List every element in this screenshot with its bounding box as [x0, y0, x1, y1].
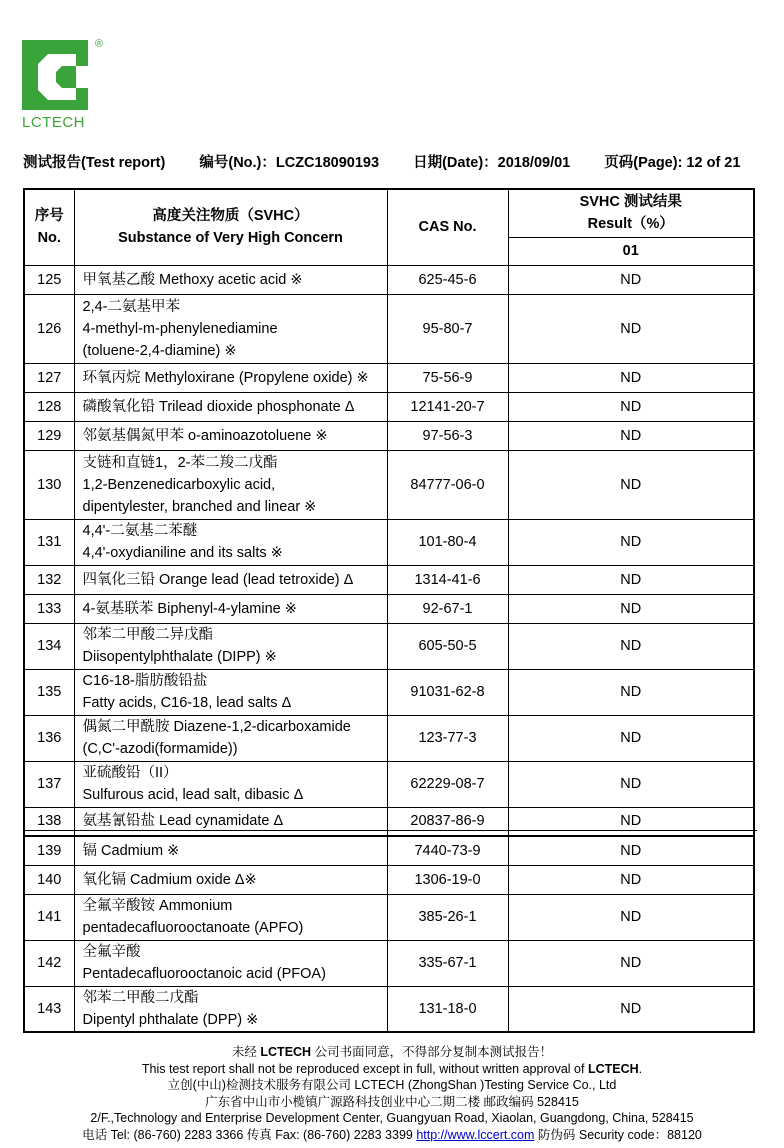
col-substance-en: Substance of Very High Concern [118, 230, 343, 247]
row-number: 133 [24, 594, 74, 623]
test-result: ND [508, 421, 754, 450]
col-no-en: No. [37, 230, 61, 247]
substance-name-line: 偶氮二甲酰胺 Diazene-1,2-dicarboxamide [82, 719, 351, 735]
table-row [24, 807, 754, 836]
footer-security-code: 防伪码 Security code：88120 [534, 1127, 702, 1142]
footer-text: 公司书面同意，不得部分复制本测试报告！ [311, 1045, 553, 1059]
row-number: 139 [24, 836, 74, 865]
row-number: 136 [24, 715, 74, 761]
substance-name-line: 氨基氰铅盐 Lead cynamidate Δ [82, 813, 284, 830]
footer-copyright-en [0, 1061, 784, 1078]
cas-number: 84777-06-0 [387, 450, 508, 519]
footer-address-cn: 广东省中山市小榄镇广源路科技创业中心二期二楼 邮政编码 528415 [205, 1094, 579, 1109]
substance-name [74, 986, 387, 1032]
substance-name [74, 836, 387, 865]
test-result: ND [508, 392, 754, 421]
substance-name-line: 甲氧基乙酸 Methoxy acetic acid ※ [82, 271, 303, 288]
substance-name-line: Pentadecafluorooctanoic acid (PFOA) [82, 966, 326, 982]
row-number: 135 [24, 669, 74, 715]
footer-text: This test report shall not be reproduced except in full, without written approval of [141, 1061, 588, 1076]
substance-name-line: 支链和直链1，2-苯二羧二戊酯 [82, 454, 278, 471]
report-date: 日期(Date)：2018/09/01 [413, 155, 571, 171]
table-row [24, 594, 754, 623]
substance-name [74, 715, 387, 761]
lctech-logo [20, 36, 120, 136]
table-row [24, 715, 754, 761]
test-result: ND [508, 294, 754, 363]
substance-name [74, 865, 387, 894]
cas-number: 335-67-1 [387, 940, 508, 986]
substance-name-line: 环氧丙烷 Methyloxirane (Propylene oxide) ※ [82, 369, 369, 386]
cas-number: 131-18-0 [387, 986, 508, 1032]
row-number: 129 [24, 421, 74, 450]
cas-number: 101-80-4 [387, 519, 508, 565]
footer-brand: LCTECH [587, 1061, 639, 1076]
cas-number: 123-77-3 [387, 715, 508, 761]
cas-number: 12141-20-7 [387, 392, 508, 421]
test-result: ND [508, 363, 754, 392]
row-number: 130 [24, 450, 74, 519]
row-number: 138 [24, 807, 74, 836]
table-row [24, 623, 754, 669]
cas-number: 62229-08-7 [387, 761, 508, 807]
footer-company: 立创(中山)检测技术服务有限公司 LCTECH (ZhongShan )Testing Service Co., Ltd [167, 1078, 617, 1093]
substance-name [74, 623, 387, 669]
test-result: ND [508, 836, 754, 865]
substance-name-line: Fatty acids, C16-18, lead salts Δ [82, 695, 292, 711]
table-row [24, 265, 754, 294]
substance-name-line: 4,4'-二氨基二苯醚 [82, 523, 198, 539]
row-number: 140 [24, 865, 74, 894]
test-result: ND [508, 761, 754, 807]
test-result: ND [508, 715, 754, 761]
col-result-header [508, 189, 754, 237]
footer-text: 未经 [231, 1045, 261, 1059]
substance-name-line: 1,2-Benzenedicarboxylic acid, [82, 476, 276, 493]
substance-name [74, 450, 387, 519]
table-row [24, 294, 754, 363]
substance-name [74, 392, 387, 421]
test-result: ND [508, 669, 754, 715]
table-row [24, 363, 754, 392]
col-no-cn: 序号 [34, 208, 64, 225]
substance-name-line: pentadecafluorooctanoate (APFO) [82, 920, 304, 936]
cas-number: 385-26-1 [387, 894, 508, 940]
substance-name-line: 邻苯二甲酸二戊酯 [82, 989, 199, 1006]
table-header-row [24, 189, 754, 237]
table-row [24, 565, 754, 594]
footer-text: . [638, 1061, 643, 1076]
row-number: 132 [24, 565, 74, 594]
test-result: ND [508, 940, 754, 986]
footer-copyright-cn [0, 1044, 784, 1061]
substance-name-line: 4-氨基联苯 Biphenyl-4-ylamine ※ [82, 600, 297, 617]
substance-name-line: 镉 Cadmium ※ [82, 842, 180, 859]
test-result: ND [508, 807, 754, 836]
row-number: 126 [24, 294, 74, 363]
row-number: 143 [24, 986, 74, 1032]
footer-phone-fax: 电话 Tel: (86-760) 2283 3366 传真 Fax: (86-760) 2283 3399 [82, 1127, 417, 1142]
col-substance-cn: 高度关注物质（SVHC） [152, 208, 309, 225]
substance-name [74, 669, 387, 715]
cas-number: 95-80-7 [387, 294, 508, 363]
col-result-en: Result（%） [587, 216, 674, 233]
table-row [24, 421, 754, 450]
footer-brand: LCTECH [260, 1045, 312, 1059]
report-number: 编号(No.)：LCZC18090193 [199, 155, 380, 171]
substance-name-line: 邻苯二甲酸二异戊酯 [82, 627, 213, 643]
row-number: 125 [24, 265, 74, 294]
substance-name-line: 亚硫酸铅（II） [82, 765, 178, 781]
page-footer [0, 1044, 784, 1144]
section-divider [23, 830, 757, 831]
table-body [24, 265, 754, 836]
table-row [24, 669, 754, 715]
row-number: 141 [24, 894, 74, 940]
report-title: 测试报告(Test report) [23, 155, 166, 171]
test-result: ND [508, 894, 754, 940]
row-number: 131 [24, 519, 74, 565]
lctech-logo-icon [20, 36, 90, 112]
cas-number: 92-67-1 [387, 594, 508, 623]
substance-name-line: 全氟辛酸铵 Ammonium [82, 898, 233, 914]
substance-name-line: Sulfurous acid, lead salt, dibasic Δ [82, 787, 304, 803]
page-number: 页码(Page): 12 of 21 [604, 155, 741, 171]
test-result: ND [508, 623, 754, 669]
row-number: 127 [24, 363, 74, 392]
cas-number: 1314-41-6 [387, 565, 508, 594]
substance-name-line: 4,4'-oxydianiline and its salts ※ [82, 545, 283, 561]
substance-name [74, 265, 387, 294]
substance-name-line: (toluene-2,4-diamine) ※ [82, 342, 237, 359]
substance-name-line: 氧化镉 Cadmium oxide Δ※ [82, 871, 257, 888]
cas-number: 97-56-3 [387, 421, 508, 450]
substance-name [74, 761, 387, 807]
test-result: ND [508, 594, 754, 623]
cas-number: 1306-19-0 [387, 865, 508, 894]
substance-name-line: 邻氨基偶氮甲苯 o-aminoazotoluene ※ [82, 427, 328, 444]
substance-name-line: C16-18-脂肪酸铅盐 [82, 673, 208, 689]
substance-name [74, 807, 387, 836]
table-row [24, 836, 754, 865]
substance-name-line: Diisopentylphthalate (DIPP) ※ [82, 649, 277, 665]
registered-mark: ® [95, 38, 104, 50]
substance-name [74, 421, 387, 450]
row-number: 137 [24, 761, 74, 807]
substance-name [74, 519, 387, 565]
table-row [24, 865, 754, 894]
test-result: ND [508, 450, 754, 519]
table-row [24, 761, 754, 807]
substance-name-line: (C,C'-azodi(formamide)) [82, 741, 238, 757]
substance-name-line: dipentylester, branched and linear ※ [82, 498, 317, 515]
test-result: ND [508, 265, 754, 294]
test-result: ND [508, 986, 754, 1032]
substance-name [74, 294, 387, 363]
substance-name-line: 4-methyl-m-phenylenediamine [82, 320, 278, 337]
table-row [24, 894, 754, 940]
table-row [24, 519, 754, 565]
substance-name [74, 363, 387, 392]
substance-name [74, 894, 387, 940]
cas-number: 20837-86-9 [387, 807, 508, 836]
cas-number: 91031-62-8 [387, 669, 508, 715]
substance-name-line: 2,4-二氨基甲苯 [82, 298, 180, 315]
row-number: 142 [24, 940, 74, 986]
test-result: ND [508, 519, 754, 565]
cas-number: 75-56-9 [387, 363, 508, 392]
table-row [24, 940, 754, 986]
table-body-continued [24, 836, 754, 1032]
row-number: 134 [24, 623, 74, 669]
col-result-cn: SVHC 测试结果 [579, 194, 682, 211]
substance-name-line: 全氟辛酸 [82, 944, 141, 960]
cas-number: 605-50-5 [387, 623, 508, 669]
row-number: 128 [24, 392, 74, 421]
report-header [23, 151, 753, 172]
substance-name-line: 磷酸氧化铅 Trilead dioxide phosphonate Δ [82, 398, 355, 415]
table-row [24, 450, 754, 519]
substance-name [74, 594, 387, 623]
col-cas-header: CAS No. [387, 189, 508, 265]
table-row [24, 392, 754, 421]
col-no-header [24, 189, 74, 265]
cas-number: 7440-73-9 [387, 836, 508, 865]
footer-contact [0, 1127, 784, 1144]
substance-name [74, 940, 387, 986]
substance-name-line: 四氧化三铅 Orange lead (lead tetroxide) Δ [82, 571, 354, 588]
substance-name [74, 565, 387, 594]
table-row [24, 986, 754, 1032]
svhc-table-continued [23, 835, 755, 1033]
logo-text: LCTECH [22, 114, 86, 131]
test-result: ND [508, 565, 754, 594]
col-substance-header [74, 189, 387, 265]
website-link[interactable]: http://www.lccert.com [416, 1127, 535, 1142]
col-sample-header: 01 [508, 237, 754, 265]
svhc-table [23, 188, 755, 837]
substance-name-line: Dipentyl phthalate (DPP) ※ [82, 1011, 259, 1028]
cas-number: 625-45-6 [387, 265, 508, 294]
footer-address-en: 2/F.,Technology and Enterprise Development Center, Guangyuan Road, Xiaolan, Guangdong, China, 528415 [90, 1111, 694, 1126]
test-result: ND [508, 865, 754, 894]
